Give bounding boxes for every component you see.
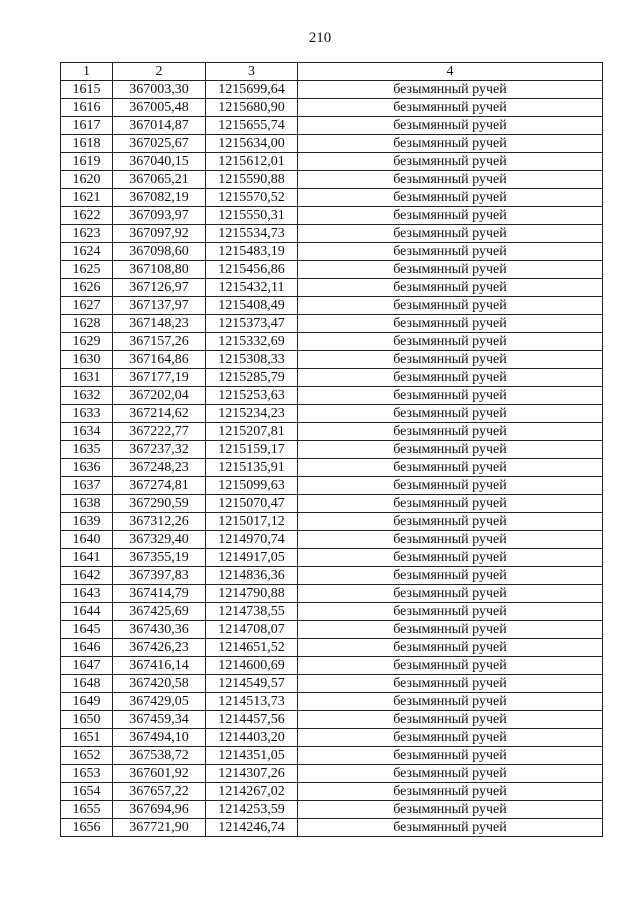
table-row [61, 621, 603, 639]
table-row [61, 117, 603, 135]
table-row [61, 819, 603, 837]
point-number-cell: 1645 [61, 621, 113, 639]
x-coordinate-cell: 367425,69 [113, 603, 206, 621]
y-coordinate-cell: 1214549,57 [206, 675, 298, 693]
table-row [61, 477, 603, 495]
y-coordinate-cell: 1214351,05 [206, 747, 298, 765]
point-number-cell: 1644 [61, 603, 113, 621]
y-coordinate-cell: 1215408,49 [206, 297, 298, 315]
table-row [61, 603, 603, 621]
table-row [61, 153, 603, 171]
y-coordinate-cell: 1215680,90 [206, 99, 298, 117]
y-coordinate-cell: 1215070,47 [206, 495, 298, 513]
object-name-cell: безымянный ручей [298, 333, 603, 351]
point-number-cell: 1655 [61, 801, 113, 819]
y-coordinate-cell: 1215483,19 [206, 243, 298, 261]
column-header-1: 1 [61, 63, 113, 81]
table-row [61, 207, 603, 225]
y-coordinate-cell: 1215634,00 [206, 135, 298, 153]
table-row [61, 279, 603, 297]
point-number-cell: 1624 [61, 243, 113, 261]
table-row [61, 171, 603, 189]
y-coordinate-cell: 1214267,02 [206, 783, 298, 801]
point-number-cell: 1656 [61, 819, 113, 837]
y-coordinate-cell: 1215590,88 [206, 171, 298, 189]
x-coordinate-cell: 367429,05 [113, 693, 206, 711]
x-coordinate-cell: 367721,90 [113, 819, 206, 837]
table-row [61, 693, 603, 711]
point-number-cell: 1649 [61, 693, 113, 711]
y-coordinate-cell: 1214253,59 [206, 801, 298, 819]
x-coordinate-cell: 367329,40 [113, 531, 206, 549]
y-coordinate-cell: 1214970,74 [206, 531, 298, 549]
point-number-cell: 1632 [61, 387, 113, 405]
object-name-cell: безымянный ручей [298, 279, 603, 297]
object-name-cell: безымянный ручей [298, 207, 603, 225]
table-row [61, 297, 603, 315]
point-number-cell: 1636 [61, 459, 113, 477]
point-number-cell: 1628 [61, 315, 113, 333]
object-name-cell: безымянный ручей [298, 747, 603, 765]
point-number-cell: 1629 [61, 333, 113, 351]
y-coordinate-cell: 1215699,64 [206, 81, 298, 99]
x-coordinate-cell: 367459,34 [113, 711, 206, 729]
x-coordinate-cell: 367657,22 [113, 783, 206, 801]
x-coordinate-cell: 367025,67 [113, 135, 206, 153]
object-name-cell: безымянный ручей [298, 243, 603, 261]
y-coordinate-cell: 1215234,23 [206, 405, 298, 423]
x-coordinate-cell: 367426,23 [113, 639, 206, 657]
point-number-cell: 1637 [61, 477, 113, 495]
table-row [61, 801, 603, 819]
point-number-cell: 1650 [61, 711, 113, 729]
x-coordinate-cell: 367214,62 [113, 405, 206, 423]
object-name-cell: безымянный ручей [298, 477, 603, 495]
object-name-cell: безымянный ручей [298, 117, 603, 135]
x-coordinate-cell: 367126,97 [113, 279, 206, 297]
y-coordinate-cell: 1214513,73 [206, 693, 298, 711]
y-coordinate-cell: 1215655,74 [206, 117, 298, 135]
table-row [61, 567, 603, 585]
object-name-cell: безымянный ручей [298, 711, 603, 729]
table-row [61, 495, 603, 513]
table-row [61, 261, 603, 279]
point-number-cell: 1622 [61, 207, 113, 225]
y-coordinate-cell: 1215308,33 [206, 351, 298, 369]
x-coordinate-cell: 367694,96 [113, 801, 206, 819]
y-coordinate-cell: 1215534,73 [206, 225, 298, 243]
object-name-cell: безымянный ручей [298, 153, 603, 171]
x-coordinate-cell: 367164,86 [113, 351, 206, 369]
table-row [61, 711, 603, 729]
x-coordinate-cell: 367014,87 [113, 117, 206, 135]
x-coordinate-cell: 367601,92 [113, 765, 206, 783]
x-coordinate-cell: 367040,15 [113, 153, 206, 171]
x-coordinate-cell: 367414,79 [113, 585, 206, 603]
point-number-cell: 1630 [61, 351, 113, 369]
x-coordinate-cell: 367108,80 [113, 261, 206, 279]
point-number-cell: 1648 [61, 675, 113, 693]
y-coordinate-cell: 1214917,05 [206, 549, 298, 567]
x-coordinate-cell: 367157,26 [113, 333, 206, 351]
y-coordinate-cell: 1214457,56 [206, 711, 298, 729]
table-row [61, 315, 603, 333]
point-number-cell: 1641 [61, 549, 113, 567]
x-coordinate-cell: 367177,19 [113, 369, 206, 387]
table-row [61, 585, 603, 603]
table-row [61, 423, 603, 441]
x-coordinate-cell: 367416,14 [113, 657, 206, 675]
object-name-cell: безымянный ручей [298, 405, 603, 423]
y-coordinate-cell: 1215570,52 [206, 189, 298, 207]
object-name-cell: безымянный ручей [298, 765, 603, 783]
y-coordinate-cell: 1214600,69 [206, 657, 298, 675]
table-row [61, 369, 603, 387]
coordinates-table [60, 62, 603, 837]
object-name-cell: безымянный ручей [298, 729, 603, 747]
object-name-cell: безымянный ручей [298, 621, 603, 639]
x-coordinate-cell: 367237,32 [113, 441, 206, 459]
point-number-cell: 1626 [61, 279, 113, 297]
table-row [61, 531, 603, 549]
object-name-cell: безымянный ручей [298, 387, 603, 405]
point-number-cell: 1615 [61, 81, 113, 99]
table-row [61, 99, 603, 117]
table-row [61, 225, 603, 243]
y-coordinate-cell: 1214738,55 [206, 603, 298, 621]
table-body [61, 81, 603, 837]
object-name-cell: безымянный ручей [298, 513, 603, 531]
point-number-cell: 1621 [61, 189, 113, 207]
table-row [61, 351, 603, 369]
y-coordinate-cell: 1215550,31 [206, 207, 298, 225]
x-coordinate-cell: 367093,97 [113, 207, 206, 225]
object-name-cell: безымянный ручей [298, 99, 603, 117]
x-coordinate-cell: 367312,26 [113, 513, 206, 531]
y-coordinate-cell: 1215159,17 [206, 441, 298, 459]
point-number-cell: 1639 [61, 513, 113, 531]
point-number-cell: 1616 [61, 99, 113, 117]
point-number-cell: 1652 [61, 747, 113, 765]
object-name-cell: безымянный ручей [298, 189, 603, 207]
point-number-cell: 1651 [61, 729, 113, 747]
y-coordinate-cell: 1215332,69 [206, 333, 298, 351]
table-row [61, 459, 603, 477]
table-row [61, 441, 603, 459]
y-coordinate-cell: 1214651,52 [206, 639, 298, 657]
object-name-cell: безымянный ручей [298, 459, 603, 477]
x-coordinate-cell: 367222,77 [113, 423, 206, 441]
table-row [61, 783, 603, 801]
point-number-cell: 1635 [61, 441, 113, 459]
object-name-cell: безымянный ручей [298, 81, 603, 99]
point-number-cell: 1653 [61, 765, 113, 783]
y-coordinate-cell: 1214403,20 [206, 729, 298, 747]
table-row [61, 189, 603, 207]
table-row [61, 675, 603, 693]
x-coordinate-cell: 367098,60 [113, 243, 206, 261]
y-coordinate-cell: 1214790,88 [206, 585, 298, 603]
point-number-cell: 1642 [61, 567, 113, 585]
column-header-2: 2 [113, 63, 206, 81]
page-number: 210 [308, 30, 332, 46]
x-coordinate-cell: 367420,58 [113, 675, 206, 693]
table-row [61, 81, 603, 99]
y-coordinate-cell: 1215017,12 [206, 513, 298, 531]
object-name-cell: безымянный ручей [298, 567, 603, 585]
x-coordinate-cell: 367005,48 [113, 99, 206, 117]
x-coordinate-cell: 367248,23 [113, 459, 206, 477]
object-name-cell: безымянный ручей [298, 693, 603, 711]
object-name-cell: безымянный ручей [298, 801, 603, 819]
object-name-cell: безымянный ручей [298, 369, 603, 387]
table-row [61, 135, 603, 153]
object-name-cell: безымянный ручей [298, 783, 603, 801]
table-row [61, 657, 603, 675]
column-header-3: 3 [206, 63, 298, 81]
object-name-cell: безымянный ручей [298, 639, 603, 657]
table-row [61, 549, 603, 567]
y-coordinate-cell: 1215135,91 [206, 459, 298, 477]
x-coordinate-cell: 367202,04 [113, 387, 206, 405]
y-coordinate-cell: 1215285,79 [206, 369, 298, 387]
column-header-4: 4 [298, 63, 603, 81]
object-name-cell: безымянный ручей [298, 675, 603, 693]
object-name-cell: безымянный ручей [298, 603, 603, 621]
y-coordinate-cell: 1215432,11 [206, 279, 298, 297]
x-coordinate-cell: 367397,83 [113, 567, 206, 585]
y-coordinate-cell: 1214246,74 [206, 819, 298, 837]
object-name-cell: безымянный ручей [298, 297, 603, 315]
x-coordinate-cell: 367494,10 [113, 729, 206, 747]
object-name-cell: безымянный ручей [298, 351, 603, 369]
y-coordinate-cell: 1214307,26 [206, 765, 298, 783]
point-number-cell: 1627 [61, 297, 113, 315]
table-row [61, 405, 603, 423]
point-number-cell: 1625 [61, 261, 113, 279]
object-name-cell: безымянный ручей [298, 171, 603, 189]
point-number-cell: 1647 [61, 657, 113, 675]
table-row [61, 729, 603, 747]
y-coordinate-cell: 1215207,81 [206, 423, 298, 441]
table-row [61, 387, 603, 405]
point-number-cell: 1619 [61, 153, 113, 171]
object-name-cell: безымянный ручей [298, 549, 603, 567]
point-number-cell: 1646 [61, 639, 113, 657]
x-coordinate-cell: 367137,97 [113, 297, 206, 315]
x-coordinate-cell: 367065,21 [113, 171, 206, 189]
point-number-cell: 1631 [61, 369, 113, 387]
point-number-cell: 1623 [61, 225, 113, 243]
x-coordinate-cell: 367148,23 [113, 315, 206, 333]
object-name-cell: безымянный ручей [298, 531, 603, 549]
table-row [61, 243, 603, 261]
table-row [61, 333, 603, 351]
object-name-cell: безымянный ручей [298, 657, 603, 675]
x-coordinate-cell: 367355,19 [113, 549, 206, 567]
x-coordinate-cell: 367274,81 [113, 477, 206, 495]
point-number-cell: 1634 [61, 423, 113, 441]
table-row [61, 765, 603, 783]
object-name-cell: безымянный ручей [298, 423, 603, 441]
y-coordinate-cell: 1215373,47 [206, 315, 298, 333]
point-number-cell: 1618 [61, 135, 113, 153]
point-number-cell: 1654 [61, 783, 113, 801]
object-name-cell: безымянный ручей [298, 315, 603, 333]
object-name-cell: безымянный ручей [298, 261, 603, 279]
y-coordinate-cell: 1215612,01 [206, 153, 298, 171]
y-coordinate-cell: 1215456,86 [206, 261, 298, 279]
object-name-cell: безымянный ручей [298, 495, 603, 513]
x-coordinate-cell: 367290,59 [113, 495, 206, 513]
point-number-cell: 1620 [61, 171, 113, 189]
point-number-cell: 1640 [61, 531, 113, 549]
y-coordinate-cell: 1214708,07 [206, 621, 298, 639]
table-header-row [61, 63, 603, 81]
object-name-cell: безымянный ручей [298, 819, 603, 837]
table-row [61, 747, 603, 765]
x-coordinate-cell: 367538,72 [113, 747, 206, 765]
object-name-cell: безымянный ручей [298, 135, 603, 153]
y-coordinate-cell: 1215253,63 [206, 387, 298, 405]
point-number-cell: 1633 [61, 405, 113, 423]
x-coordinate-cell: 367430,36 [113, 621, 206, 639]
y-coordinate-cell: 1215099,63 [206, 477, 298, 495]
x-coordinate-cell: 367082,19 [113, 189, 206, 207]
object-name-cell: безымянный ручей [298, 441, 603, 459]
table-row [61, 639, 603, 657]
point-number-cell: 1617 [61, 117, 113, 135]
point-number-cell: 1638 [61, 495, 113, 513]
x-coordinate-cell: 367097,92 [113, 225, 206, 243]
point-number-cell: 1643 [61, 585, 113, 603]
object-name-cell: безымянный ручей [298, 225, 603, 243]
x-coordinate-cell: 367003,30 [113, 81, 206, 99]
object-name-cell: безымянный ручей [298, 585, 603, 603]
y-coordinate-cell: 1214836,36 [206, 567, 298, 585]
table-row [61, 513, 603, 531]
